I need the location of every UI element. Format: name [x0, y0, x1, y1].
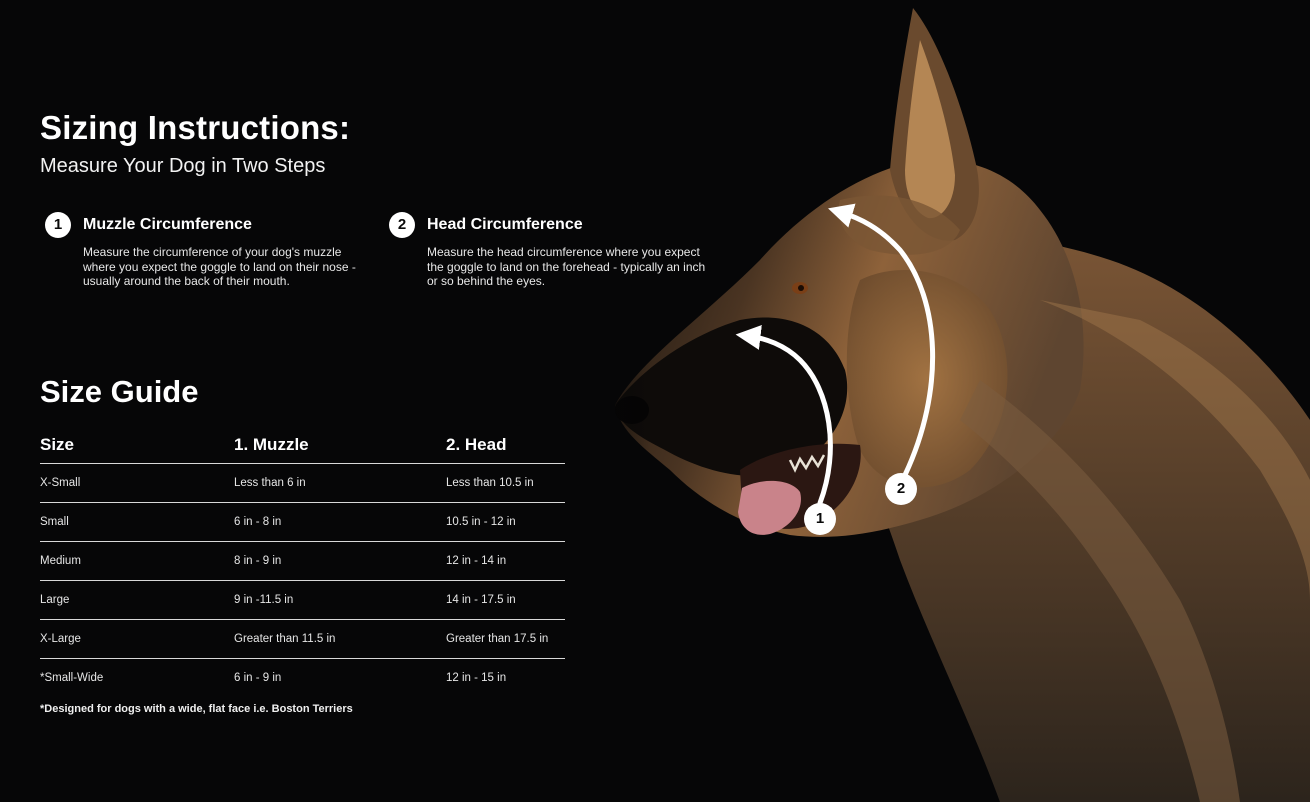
table-row: [40, 620, 565, 659]
size-guide-footnote: *Designed for dogs with a wide, flat face i.e. Boston Terriers: [40, 703, 353, 715]
muzzle-cell: Less than 6 in: [234, 464, 446, 503]
size-cell: *Small-Wide: [40, 672, 104, 684]
head-cell: Greater than 17.5 in: [446, 620, 565, 659]
table-row: [40, 581, 565, 620]
muzzle-cell: 6 in - 8 in: [234, 503, 446, 542]
dog-profile-illustration: [560, 0, 1310, 802]
page-subtitle: Measure Your Dog in Two Steps: [40, 155, 326, 177]
table-row: [40, 503, 565, 542]
size-cell: Medium: [40, 542, 234, 581]
table-row: [40, 659, 565, 698]
size-cell: X-Small: [40, 464, 234, 503]
size-guide-title: Size Guide: [40, 374, 199, 409]
step-title: Head Circumference: [427, 216, 583, 233]
muzzle-marker-badge: 1: [804, 503, 836, 535]
muzzle-cell: 6 in - 9 in: [234, 672, 282, 684]
head-cell: Less than 10.5 in: [446, 464, 565, 503]
page-title: Sizing Instructions:: [40, 109, 351, 146]
step-title: Muzzle Circumference: [83, 216, 252, 233]
column-header-size: Size: [40, 426, 234, 464]
size-cell: Small: [40, 503, 234, 542]
size-guide-table: [40, 426, 565, 697]
table-row: [40, 464, 565, 503]
step-number-badge: 1: [45, 212, 71, 238]
muzzle-cell: Greater than 11.5 in: [234, 620, 446, 659]
head-cell: 12 in - 15 in: [446, 672, 507, 684]
muzzle-cell: 8 in - 9 in: [234, 542, 446, 581]
table-header-row: [40, 426, 565, 464]
step-number-badge: 2: [389, 212, 415, 238]
step-description: Measure the circumference of your dog's muzzle where you expect the goggle to land on their nose - usually around the back of their mouth.: [83, 245, 356, 288]
head-cell: 12 in - 14 in: [446, 542, 565, 581]
column-header-head: 2. Head: [446, 426, 565, 464]
table-row: [40, 542, 565, 581]
head-cell: 10.5 in - 12 in: [446, 503, 565, 542]
step-description: Measure the head circumference where you expect the goggle to land on the forehead - typically an inch or so behind the eyes.: [427, 245, 706, 288]
head-marker-badge: 2: [885, 473, 917, 505]
head-cell: 14 in - 17.5 in: [446, 581, 565, 620]
muzzle-cell: 9 in -11.5 in: [234, 581, 446, 620]
size-cell: X-Large: [40, 620, 234, 659]
size-cell: Large: [40, 581, 234, 620]
column-header-muzzle: 1. Muzzle: [234, 426, 446, 464]
